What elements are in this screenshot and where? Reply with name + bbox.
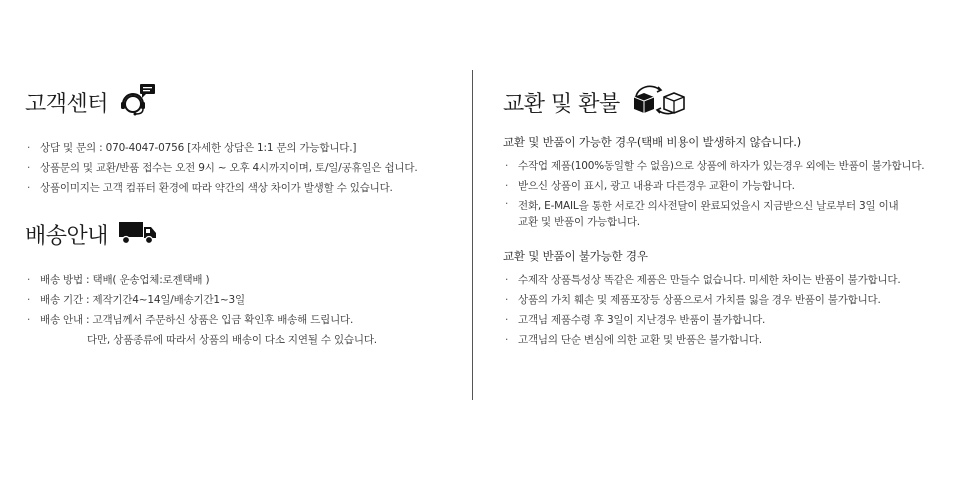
left-column [25,80,465,350]
list-item: · 상담 및 문의 : 070-4047-0756 [자세한 상담은 1:1 문의 가능합니다.] [25,138,465,158]
list-item: · 고객님의 단순 변심에 의한 교환 및 반품은 불가합니다. [503,330,943,350]
list-item-text: 받으신 상품이 표시, 광고 내용과 다른경우 교환이 가능합니다. [518,180,795,192]
right-column [503,80,943,350]
exchange-possible-list [503,156,943,230]
headset-chat-icon [118,82,158,122]
exchange-refund-header [503,80,943,124]
list-item: · 상품문의 및 교환/반품 접수는 오전 9시 ~ 오후 4시까지이며, 토/일/공휴일은 쉽니다. [25,158,465,178]
shipping-title: 배송안내 [25,223,109,249]
shipping-section [25,212,465,350]
list-item [503,156,943,176]
list-item [25,290,465,310]
column-divider [472,70,473,400]
list-item-text: 수작업 제품(100%동일할 수 없음)으로 상품에 하자가 있는경우 외에는 반품이 불가합니다. [518,160,925,172]
list-item-continuation: 다만, 상품종류에 따라서 상품의 배송이 다소 지연될 수 있습니다. [87,334,377,346]
list-item: · 수제작 상품특성상 똑같은 제품은 만들수 없습니다. 미세한 차이는 반품이 불가합니다. [503,270,943,290]
exchange-refund-title: 교환 및 환불 [503,91,620,117]
shipping-header [25,212,465,256]
list-item [25,270,465,290]
exchange-refund-section [503,80,943,350]
shipping-list [25,270,465,350]
exchange-possible-heading: 교환 및 반품이 가능한 경우(택배 비용이 발생하지 않습니다.) [503,135,802,149]
list-item [503,176,943,196]
list-item-text: 전화, E-MAIL을 통한 서로간 의사전달이 완료되었을시 지금받으신 날로부터 3일 이내 [518,200,899,212]
list-item-text: 배송 기간 : 제작기간4~14일/배송기간1~3일 [40,294,245,306]
customer-center-title: 고객센터 [25,91,109,117]
customer-center-list [25,138,465,198]
exchange-impossible-list [503,270,943,350]
list-item-text: 배송 안내 : 고객님께서 주문하신 상품은 입금 확인후 배송해 드립니다. [40,314,354,326]
exchange-boxes-icon [630,85,688,119]
list-item: · 상품이미지는 고객 컴퓨터 환경에 따라 약간의 색상 차이가 발생할 수 있습니다. [25,178,465,198]
customer-center-section [25,80,465,198]
list-item [503,196,943,230]
customer-center-header [25,80,465,124]
delivery-truck-icon [118,219,158,249]
list-item: · 고객님 제품수령 후 3일이 지난경우 반품이 불가합니다. [503,310,943,330]
list-item: · 상품의 가치 훼손 및 제품포장등 상품으로서 가치를 잃을 경우 반품이 불가합니다. [503,290,943,310]
list-item-continuation: 교환 및 반품이 가능합니다. [518,216,640,228]
list-item-text: 배송 방법 : 택배( 운송업체:로젠택배 ) [40,274,210,286]
list-item [25,310,465,350]
exchange-impossible-heading: 교환 및 반품이 불가능한 경우 [503,249,648,263]
